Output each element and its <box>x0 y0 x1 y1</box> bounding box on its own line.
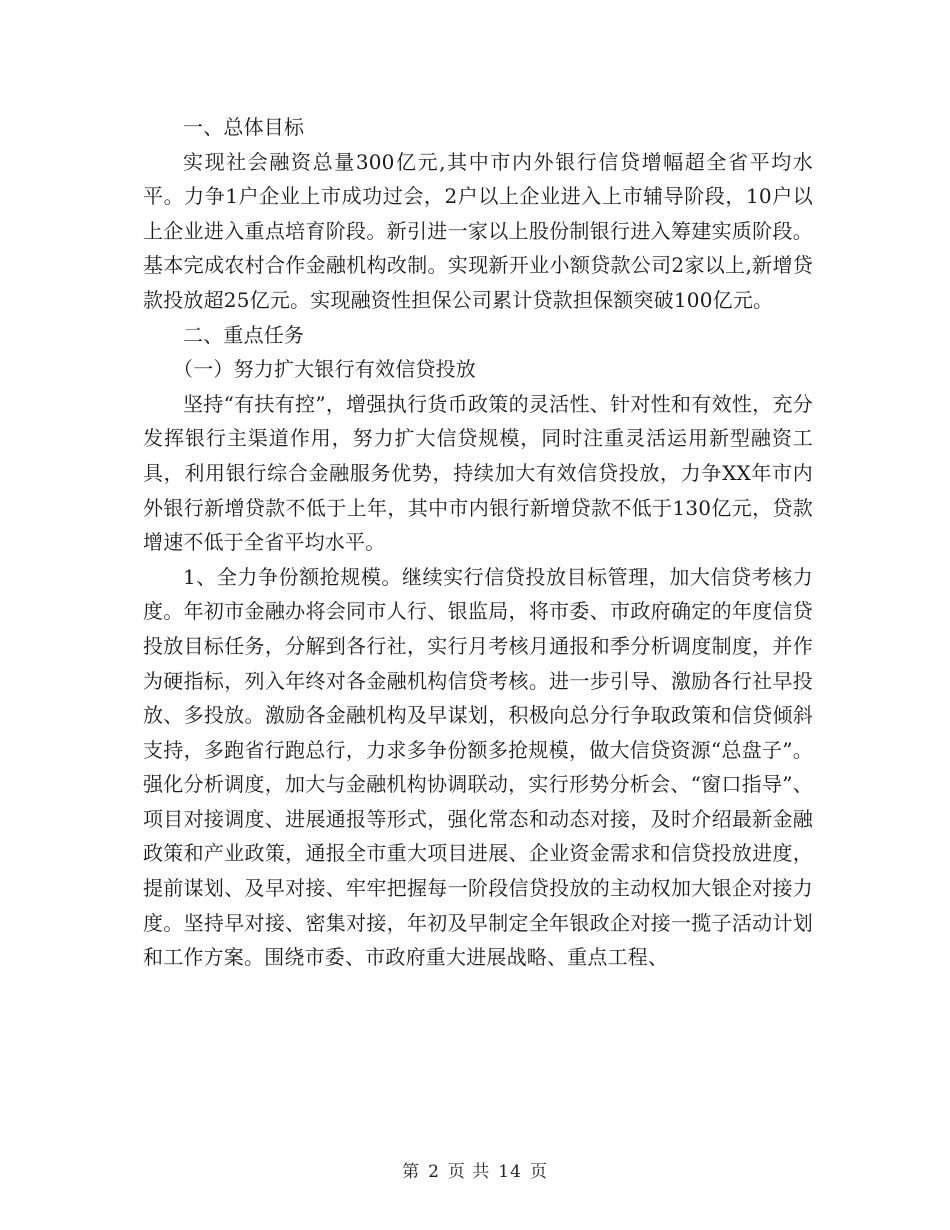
paragraph-overall-goals: 实现社会融资总量300亿元,其中市内外银行信贷增幅超全省平均水平。力争1户企业上市成功过会，2户以上企业进入上市辅导阶段，10户以上企业进入重点培育阶段。新引进一家以上股份制银行进入筹建实质阶段。基本完成农村合作金融机构改制。实现新开业小额贷款公司2家以上,新增贷款投放超25亿元。实现融资性担保公司累计贷款担保额突破100亿元。 <box>143 149 813 312</box>
section-heading-overall-goals: 一、总体目标 <box>183 115 305 139</box>
document-body <box>143 110 813 975</box>
paragraph-item-1: 1、全力争份额抢规模。继续实行信贷投放目标管理，加大信贷考核力度。年初市金融办将会同市人行、银监局，将市委、市政府确定的年度信贷投放目标任务，分解到各行社，实行月考核月通报和季分析调度制度，并作为硬指标，列入年终对各金融机构信贷考核。进一步引导、激励各行社早投放、多投放。激励各金融机构及早谋划，积极向总分行争取政策和信贷倾斜支持，多跑省行跑总行，力求多争份额多抢规模，做大信贷资源“总盘子”。强化分析调度，加大与金融机构协调联动，实行形势分析会、“窗口指导”、项目对接调度、进展通报等形式，强化常态和动态对接，及时介绍最新金融政策和产业政策，通报全市重大项目进展、企业资金需求和信贷投放进度，提前谋划、及早对接、牢牢把握每一阶段信贷投放的主动权加大银企对接力度。坚持早对接、密集对接，年初及早制定全年银政企对接一揽子活动计划和工作方案。围绕市委、市政府重大进展战略、重点工程、 <box>143 564 813 970</box>
paragraph-credit-policy: 坚持“有扶有控”，增强执行货币政策的灵活性、针对性和有效性，充分发挥银行主渠道作用，努力扩大信贷规模，同时注重灵活运用新型融资工具，利用银行综合金融服务优势，持续加大有效信贷投放，力争XX年市内外银行新增贷款不低于上年，其中市内银行新增贷款不低于130亿元，贷款增速不低于全省平均水平。 <box>143 391 813 555</box>
footer-middle: 页 共 <box>447 1162 491 1182</box>
subsection-heading-credit: （一）努力扩大银行有效信贷投放 <box>173 357 476 382</box>
page-footer <box>0 1157 950 1182</box>
footer-suffix: 页 <box>529 1162 548 1182</box>
footer-page-number: 2 <box>428 1162 440 1182</box>
footer-prefix: 第 <box>402 1162 421 1182</box>
section-heading-key-tasks: 二、重点任务 <box>183 322 305 347</box>
footer-total-pages: 14 <box>498 1162 522 1182</box>
